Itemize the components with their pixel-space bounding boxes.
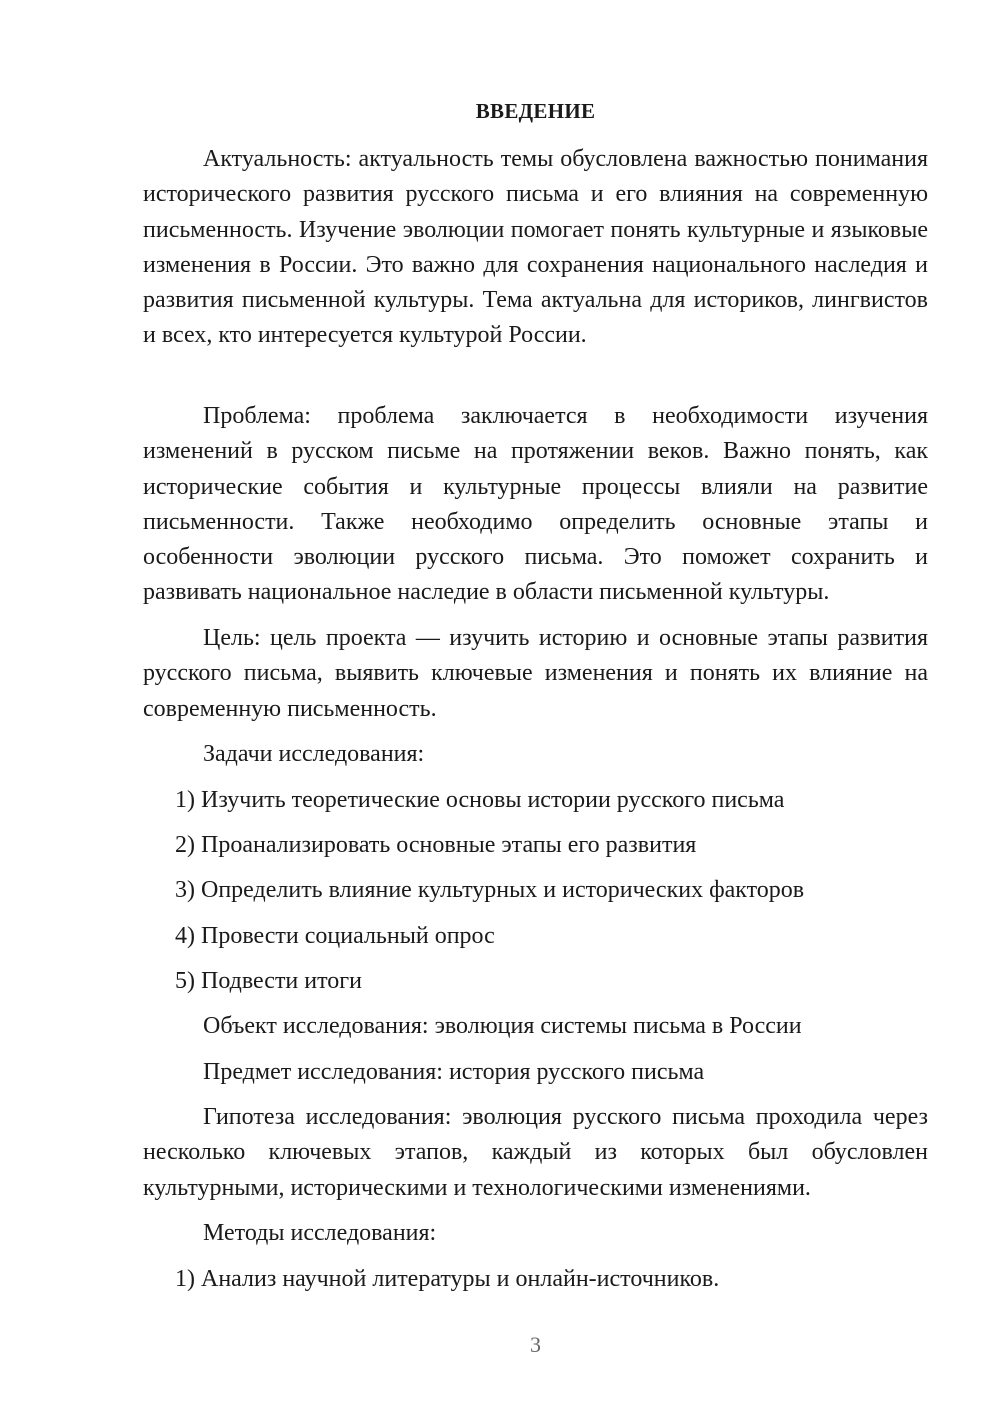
research-object: Объект исследования: эволюция системы письма в России bbox=[203, 1013, 802, 1039]
page-number: 3 bbox=[530, 1332, 541, 1357]
task-item: 2) Проанализировать основные этапы его развития bbox=[175, 832, 697, 858]
research-subject: Предмет исследования: история русского письма bbox=[203, 1059, 705, 1085]
problem-paragraph: Проблема: проблема заключается в необходимости изучения изменений в русском письме на протяжении веков. Важно понять, как исторические события и культурные процессы влияли на развитие письменности. Также необходимо определить основные этапы и особенности эволюции русского письма. Это поможет сохранить и развивать национальное наследие в области письменной культуры. bbox=[143, 403, 928, 606]
document-page bbox=[143, 0, 928, 1414]
method-item: 1) Анализ научной литературы и онлайн-источников. bbox=[175, 1266, 720, 1292]
task-item: 1) Изучить теоретические основы истории русского письма bbox=[175, 787, 785, 813]
methods-heading: Методы исследования: bbox=[203, 1220, 437, 1246]
tasks-heading: Задачи исследования: bbox=[203, 741, 425, 767]
task-item: 4) Провести социальный опрос bbox=[175, 923, 495, 949]
task-item: 5) Подвести итоги bbox=[175, 968, 362, 994]
task-item: 3) Определить влияние культурных и исторических факторов bbox=[175, 877, 805, 903]
goal-paragraph: Цель: цель проекта — изучить историю и основные этапы развития русского письма, выявить ключевые изменения и понять их влияние на современную письменность. bbox=[143, 625, 928, 722]
relevance-paragraph: Актуальность: актуальность темы обусловлена важностью понимания исторического развития русского письма и его влияния на современную письменность. Изучение эволюции помогает понять культурные и языковые изменения в России. Это важно для сохранения национального наследия и развития письменной культуры. Тема актуальна для историков, лингвистов и всех, кто интересуется культурой России. bbox=[143, 146, 928, 349]
hypothesis-paragraph: Гипотеза исследования: эволюция русского письма проходила через несколько ключевых этапов, каждый из которых был обусловлен культурными, историческими и технологическими изменениями. bbox=[143, 1104, 928, 1201]
page-title: ВВЕДЕНИЕ bbox=[475, 99, 596, 123]
